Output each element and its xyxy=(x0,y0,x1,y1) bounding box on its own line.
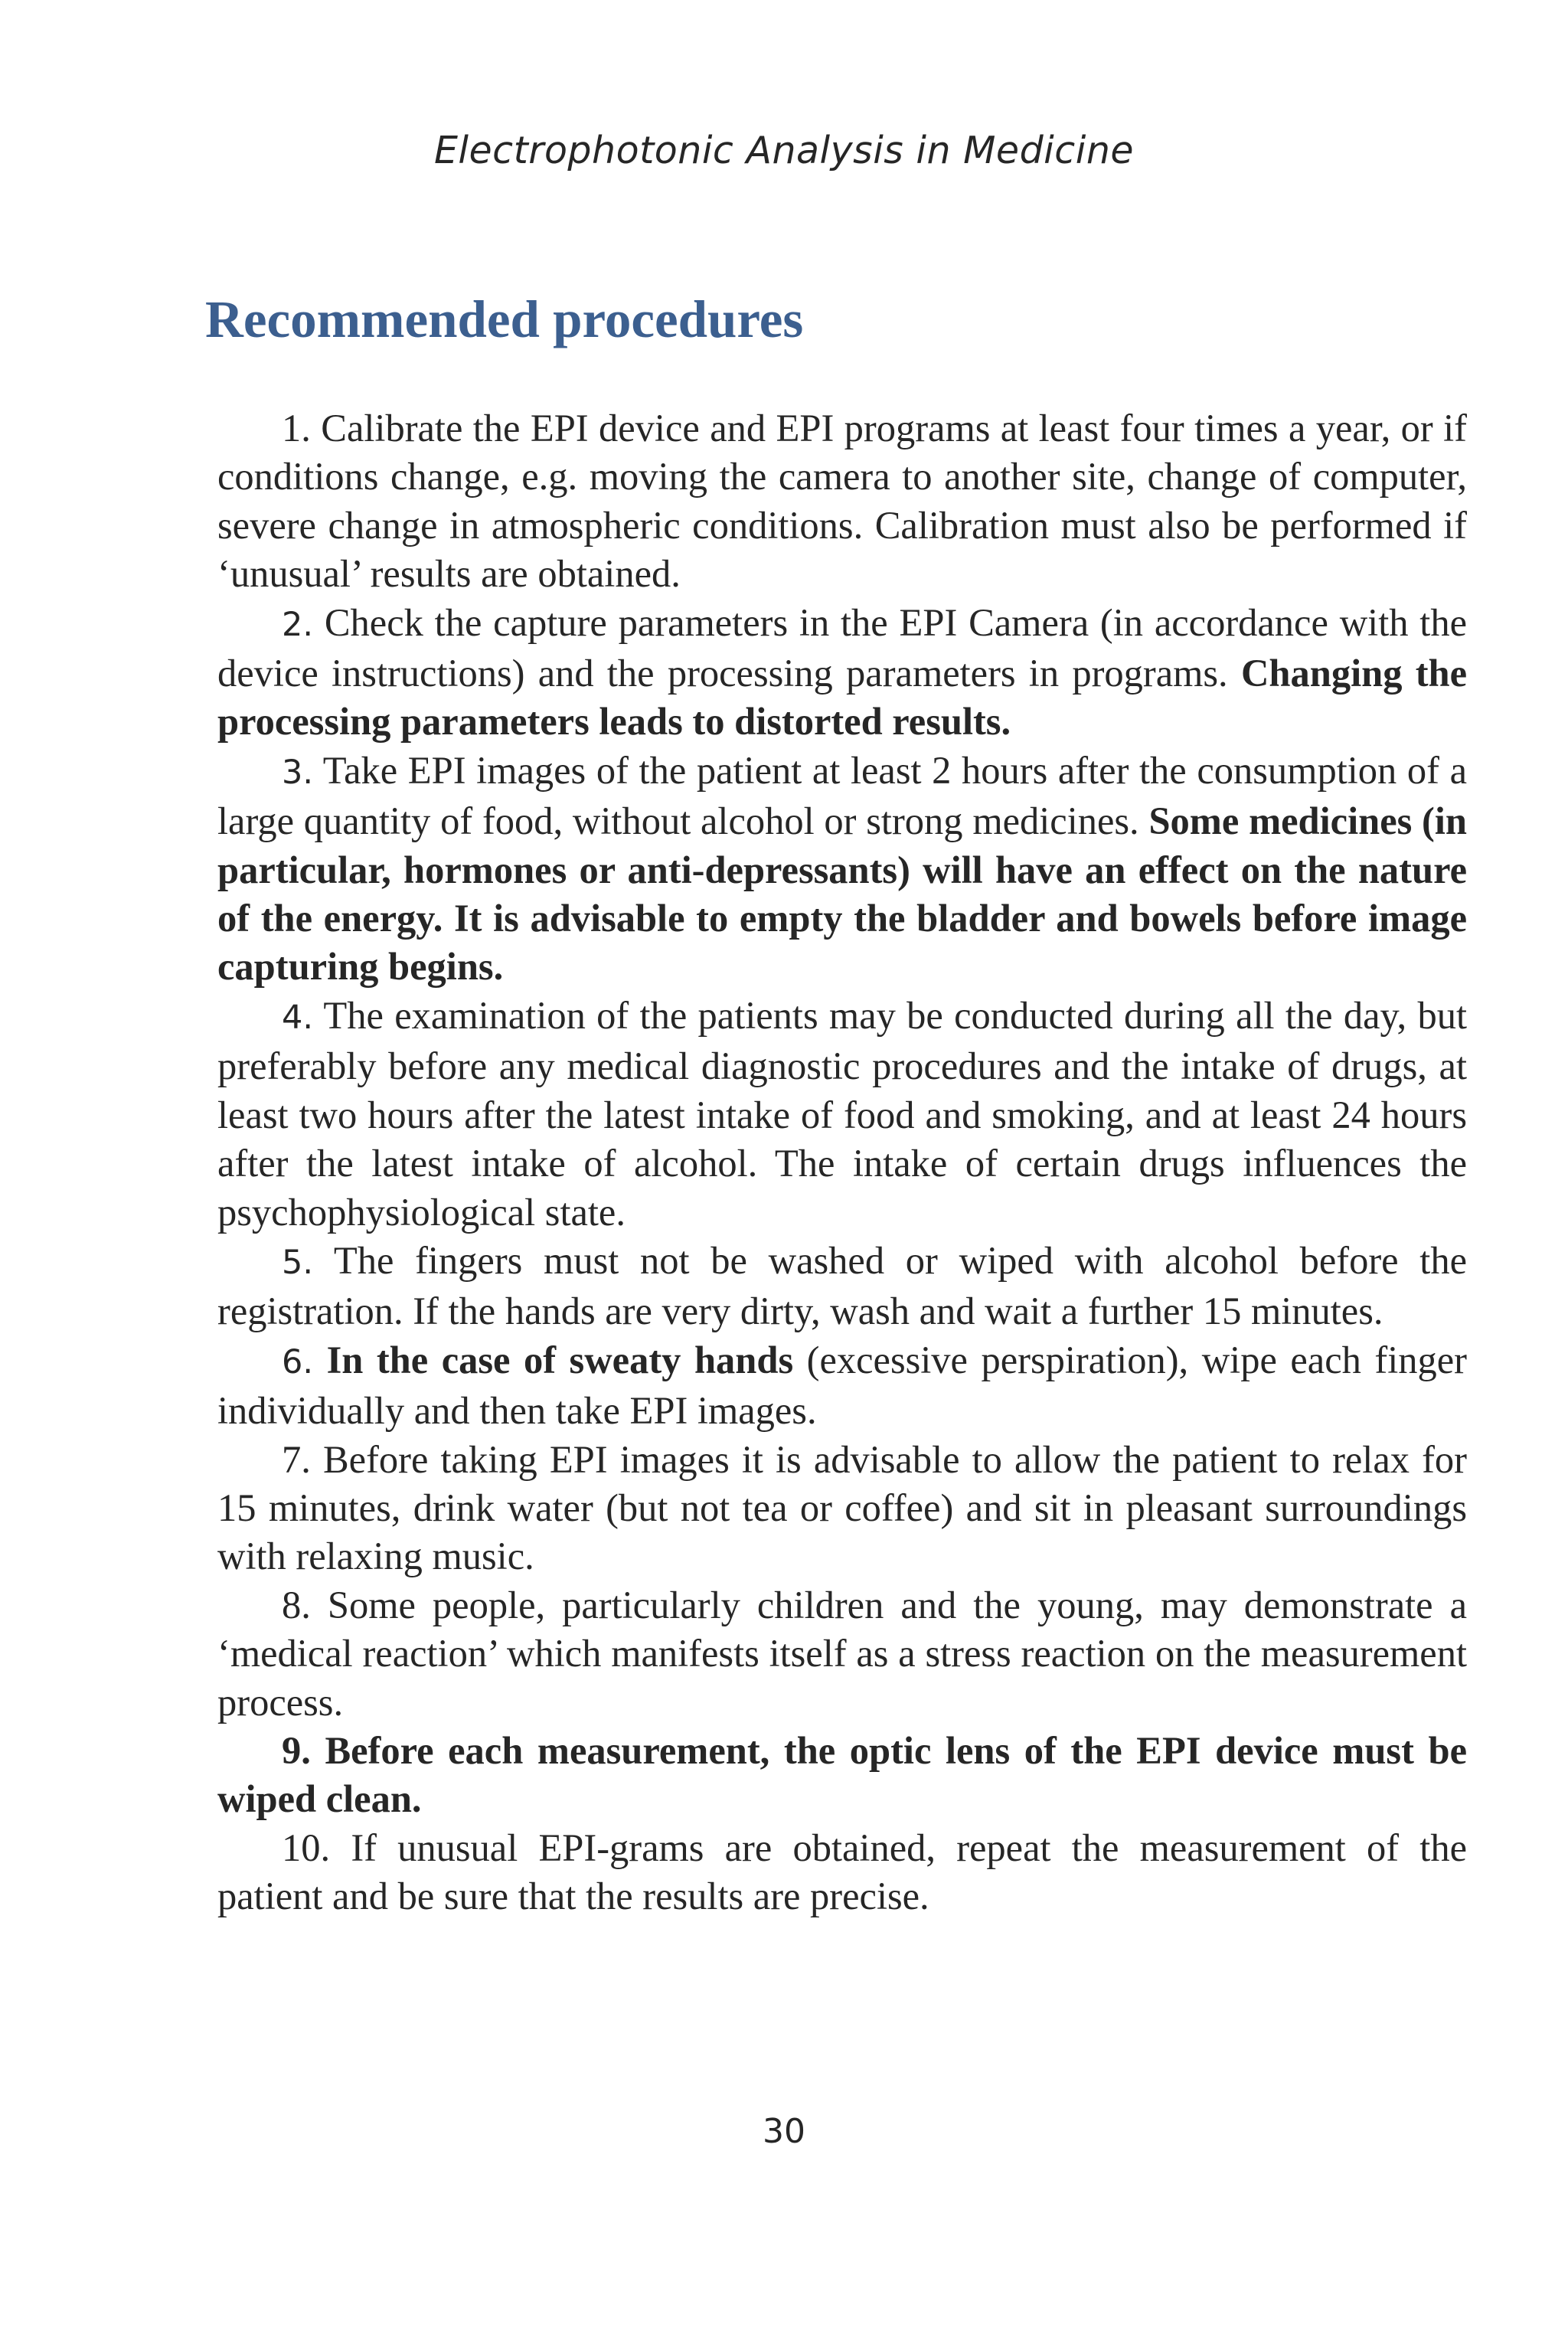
procedure-text: Before taking EPI images it is advisable to allow the patient to relax for 15 minutes, drink water (but not tea or coffee) and sit in pleasant surroundings with relaxing music. xyxy=(217,1437,1467,1578)
procedure-item-9 xyxy=(217,1727,1467,1824)
procedure-list xyxy=(217,404,1467,1921)
procedure-number: 3. xyxy=(282,753,314,792)
procedure-item-2 xyxy=(217,599,1467,747)
procedure-item-1 xyxy=(217,404,1467,599)
procedure-number: 9. xyxy=(282,1728,311,1772)
procedure-text: The examination of the patients may be conducted during all the day, but preferably before any medical diagnostic procedures and the intake of drugs, at least two hours after the latest intake of food and smoking, and at least 24 hours after the latest intake of alcohol. The intake of certain drugs influences the psychophysiological state. xyxy=(217,993,1467,1234)
procedure-text: Calibrate the EPI device and EPI programs at least four times a year, or if conditions change, e.g. moving the camera to another site, change of computer, severe change in atmospheric conditions. Calibration must also be performed if ‘unusual’ results are obtained. xyxy=(217,407,1467,596)
procedure-bold-text: Changing the processing parameters leads to distorted results. xyxy=(217,652,1468,744)
procedure-text: Some people, particularly children and the young, may demonstrate a ‘medical reaction’ which manifests itself as a stress reaction on the measurement process. xyxy=(217,1583,1467,1724)
procedure-text: Check the capture parameters in the EPI Camera (in accordance with the device instructions) and the processing parameters in programs. xyxy=(217,600,1467,695)
procedure-number: 5. xyxy=(282,1243,314,1282)
procedure-text: (excessive perspiration), wipe each finger individually and then take EPI images. xyxy=(217,1338,1467,1433)
procedure-item-4 xyxy=(217,992,1467,1237)
section-title: Recommended procedures xyxy=(205,290,804,348)
procedure-text: If unusual EPI-grams are obtained, repeat the measurement of the patient and be sure that the results are precise. xyxy=(217,1826,1467,1918)
procedure-item-10 xyxy=(217,1824,1467,1921)
procedure-number: 1. xyxy=(282,407,311,449)
procedure-bold-text: In the case of sweaty hands xyxy=(313,1338,794,1381)
procedure-bold-text: Before each measurement, the optic lens of the EPI device must be wiped clean. xyxy=(217,1728,1467,1821)
procedure-item-8 xyxy=(217,1581,1467,1727)
procedure-text: Take EPI images of the patient at least 2 hours after the consumption of a large quantity of food, without alcohol or strong medicines. xyxy=(217,748,1467,843)
procedure-number: 8. xyxy=(282,1583,311,1626)
procedure-number: 6. xyxy=(282,1342,314,1381)
procedure-item-3 xyxy=(217,747,1467,992)
procedure-item-5 xyxy=(217,1237,1467,1336)
procedure-number: 4. xyxy=(282,998,314,1037)
procedure-bold-text: Some medicines (in particular, hormones or anti-depressants) will have an effect on the nature of the energy. It is advisable to empty the bladder and bowels before image capturing begins. xyxy=(217,799,1467,989)
procedure-number: 7. xyxy=(282,1437,311,1481)
page-number: 30 xyxy=(763,2112,805,2151)
procedure-number: 2. xyxy=(282,605,314,644)
procedure-item-6 xyxy=(217,1336,1467,1436)
procedure-item-7 xyxy=(217,1436,1467,1581)
procedure-number: 10. xyxy=(282,1826,331,1869)
running-header: Electrophotonic Analysis in Medicine xyxy=(433,129,1135,172)
procedure-text: The fingers must not be washed or wiped with alcohol before the registration. If the hands are very dirty, wash and wait a further 15 minutes. xyxy=(217,1238,1467,1333)
